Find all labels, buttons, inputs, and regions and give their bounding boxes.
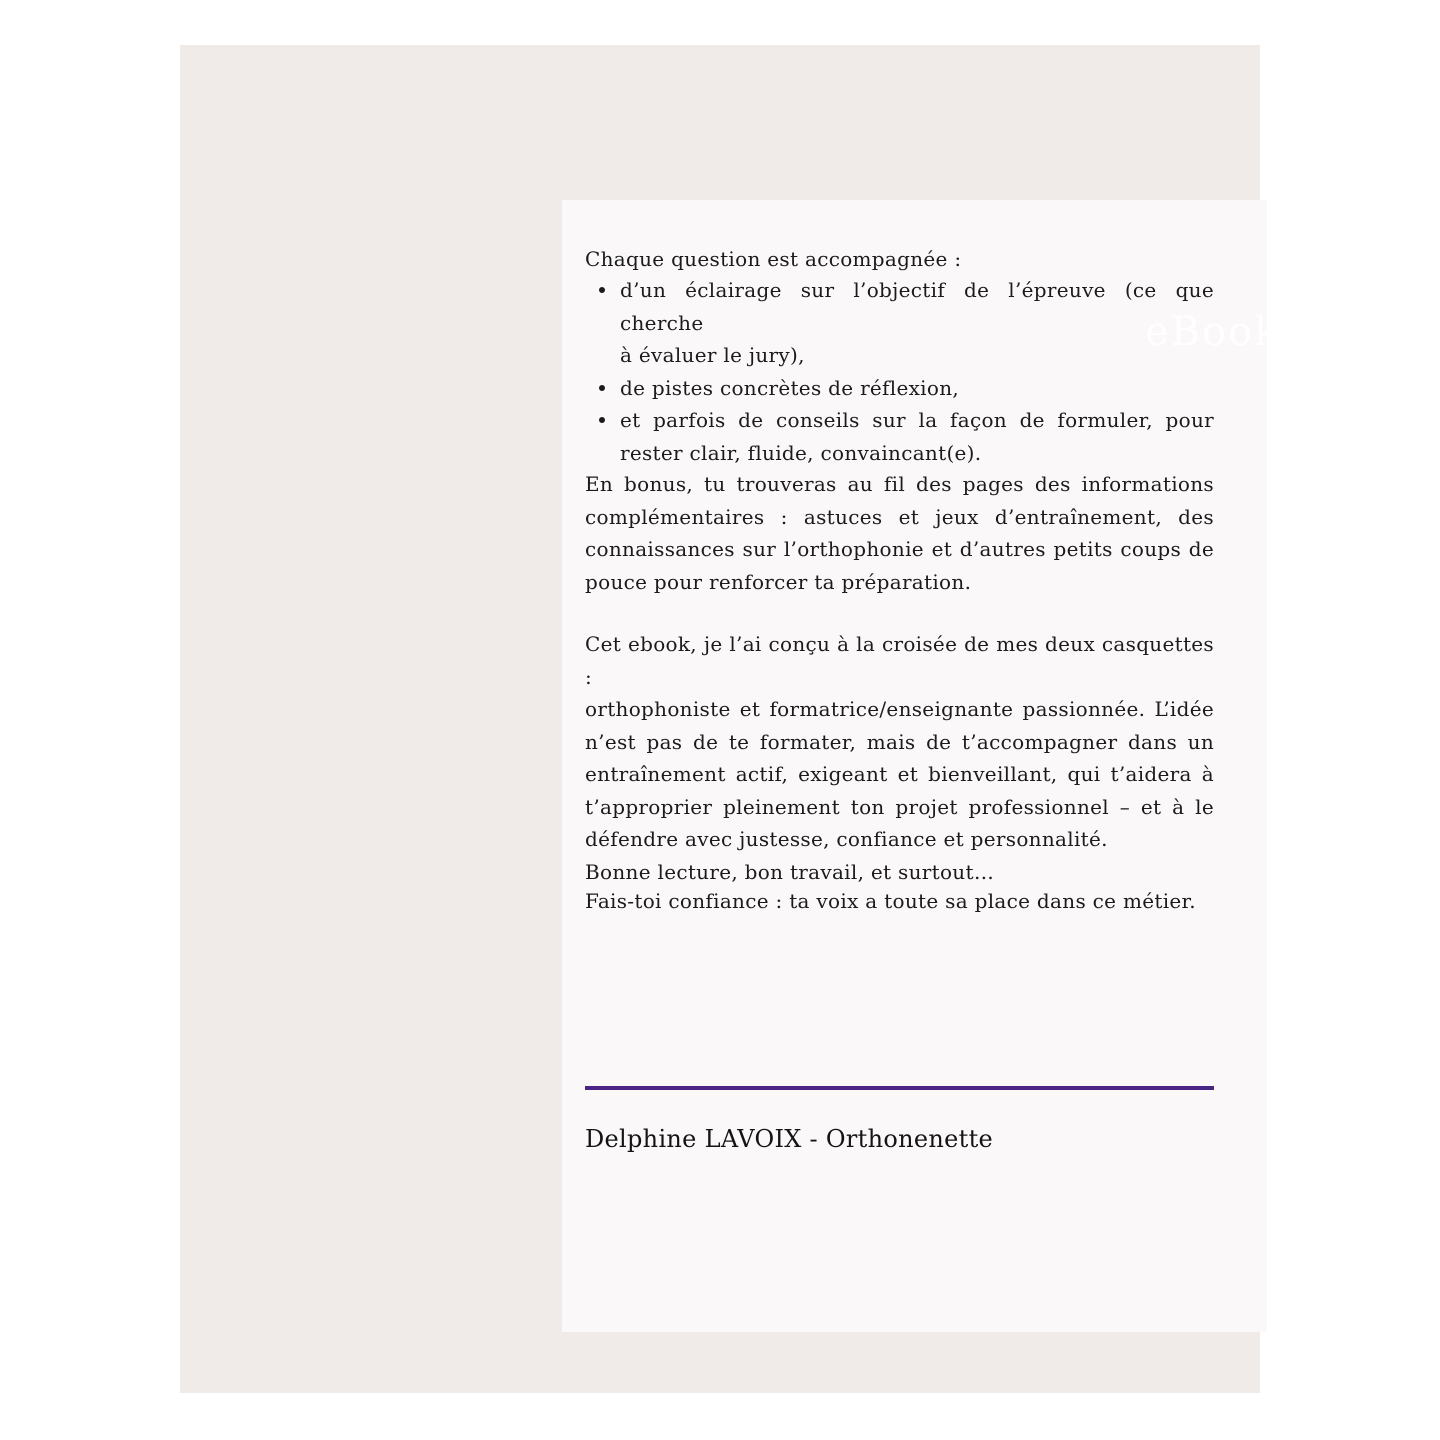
paragraph-bonus <box>585 468 1214 598</box>
list-item: Cet ebook, je l’ai conçu à la croisée de mes deux casquettes : orthophoniste et formatrice/enseignante passionnée. L’idée n’est pas de te formater, mais de t’accompagner dans un entraînement actif, exigeant et bienveillant, qui t’aidera à t’approprier pleinement ton projet professionnel – et à le défendre avec justesse, confiance et personnalité. <box>585 632 1214 851</box>
intro-heading: Chaque question est accompagnée : <box>585 247 962 271</box>
divider-line <box>585 1086 1214 1090</box>
closing-line <box>585 885 1214 918</box>
list-item: En bonus, tu trouveras au fil des pages des informations complémentaires : astuces et jeux d’entraînement, des connaissances sur l’orthophonie et d’autres petits coups de pouce pour renforcer ta préparation. <box>585 472 1214 594</box>
page-sheet <box>562 200 1281 1332</box>
list-item: d’un éclairage sur l’objectif de l’épreuve (ce que cherche à évaluer le jury), <box>585 274 1214 372</box>
list-item: Fais-toi confiance : ta voix a toute sa place dans ce métier. <box>585 889 1196 913</box>
ebook-watermark: eBook <box>1145 309 1281 355</box>
list-item: Bonne lecture, bon travail, et surtout… <box>585 859 995 884</box>
feature-list <box>585 274 1214 469</box>
list-item: et parfois de conseils sur la façon de formuler, pour rester clair, fluide, convaincant(e). <box>585 404 1214 469</box>
list-item: de pistes concrètes de réflexion, <box>585 372 1214 405</box>
background-mat <box>180 45 1281 1393</box>
paragraph-ebook <box>585 628 1214 888</box>
author-signature: Delphine LAVOIX - Orthonenette <box>585 1125 994 1153</box>
